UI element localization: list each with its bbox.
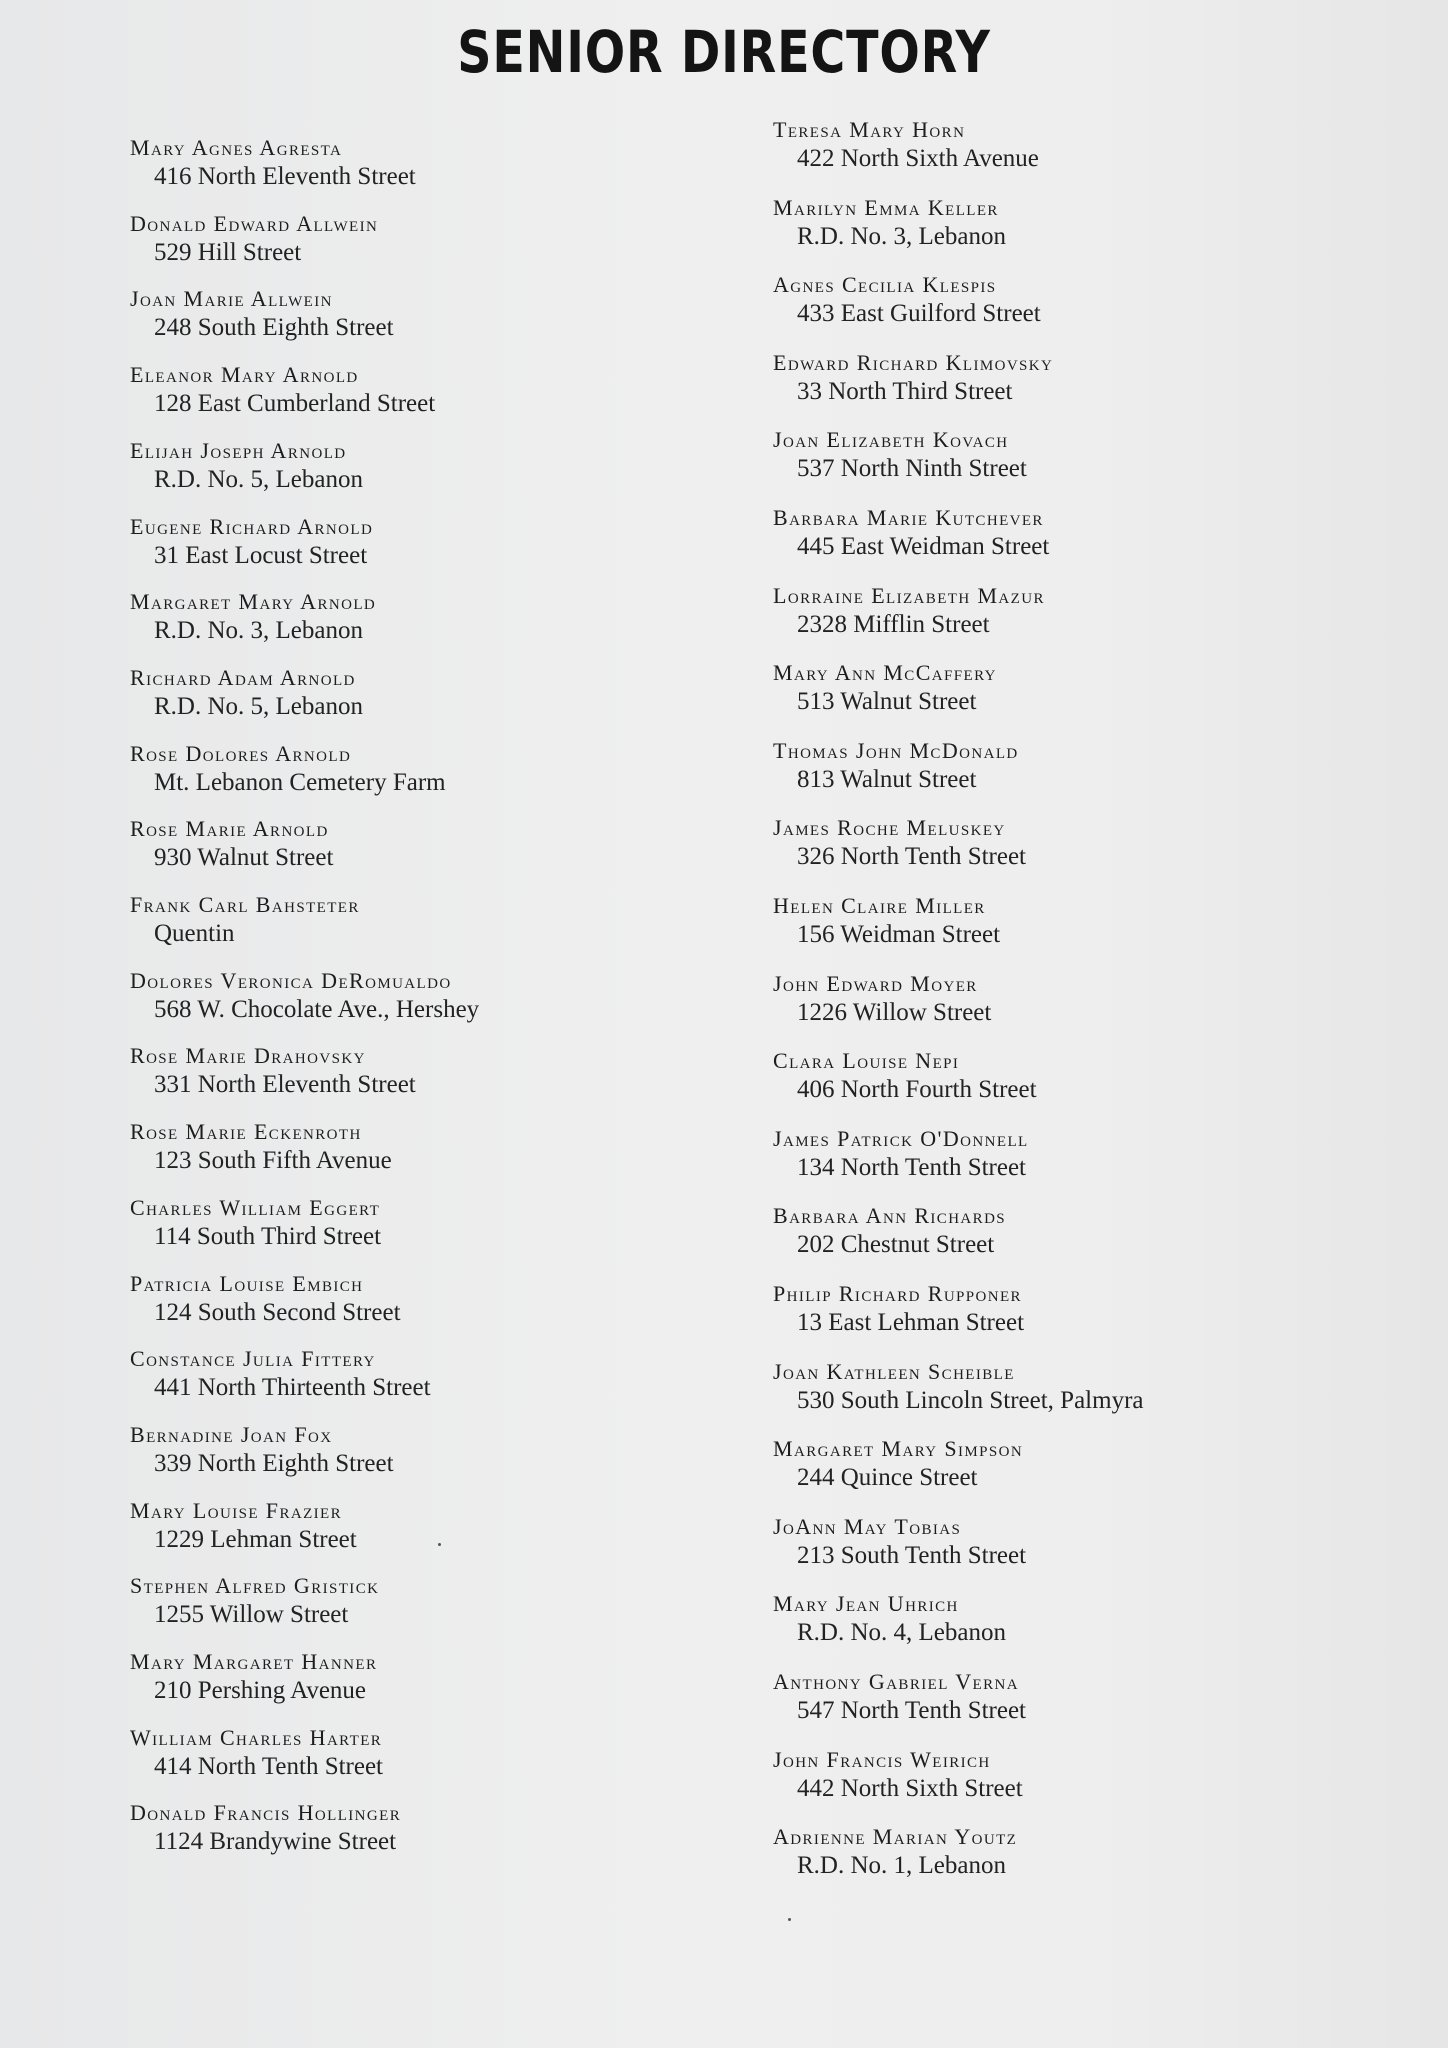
directory-entry <box>773 1047 1037 1105</box>
student-name: Donald Edward Allwein <box>130 210 379 236</box>
directory-entry <box>773 271 1041 329</box>
directory-entry <box>773 194 1006 252</box>
directory-entry <box>130 437 363 495</box>
directory-entry <box>130 1118 392 1176</box>
student-address: 2328 Mifflin Street <box>797 610 990 638</box>
student-address: 123 South Fifth Avenue <box>154 1147 392 1175</box>
student-address: 31 East Locust Street <box>154 541 368 569</box>
student-name: Mary Margaret Hanner <box>130 1649 378 1674</box>
student-name: JoAnn May Tobias <box>773 1513 962 1539</box>
student-name: Richard Adam Arnold <box>130 664 356 690</box>
student-address: 213 South Tenth Street <box>797 1541 1027 1569</box>
directory-entry <box>130 740 446 798</box>
student-address: 326 North Tenth Street <box>797 843 1027 871</box>
student-name: Rose Marie Arnold <box>130 816 329 842</box>
student-address: 1255 Willow Street <box>154 1601 349 1629</box>
directory-entry <box>773 1590 1006 1648</box>
student-address: 445 East Weidman Street <box>797 533 1050 560</box>
directory-entry <box>130 664 363 722</box>
student-name: Charles William Eggert <box>130 1194 381 1220</box>
student-address: 530 South Lincoln Street, Palmyra <box>797 1386 1144 1414</box>
student-address: 210 Pershing Avenue <box>154 1677 367 1704</box>
student-address: 537 North Ninth Street <box>797 455 1027 483</box>
student-name: Teresa Mary Horn <box>773 117 966 142</box>
student-name: John Edward Moyer <box>773 970 978 996</box>
student-address: R.D. No. 4, Lebanon <box>797 1619 1006 1647</box>
directory-entry <box>130 1572 379 1630</box>
directory-entry <box>773 1823 1017 1881</box>
student-address: 331 North Eleventh Street <box>154 1071 416 1099</box>
student-address: 529 Hill Street <box>154 238 302 266</box>
student-address: 513 Walnut Street <box>797 688 977 716</box>
student-name: Edward Richard Klimovsky <box>773 349 1054 375</box>
student-name: Philip Richard Rupponer <box>773 1281 1022 1306</box>
student-address: 248 South Eighth Street <box>154 314 394 342</box>
student-address: 930 Walnut Street <box>154 844 334 872</box>
directory-entry <box>130 210 378 268</box>
student-address: 442 North Sixth Street <box>797 1774 1023 1802</box>
directory-entry <box>773 426 1027 484</box>
student-address: 416 North Eleventh Street <box>154 163 416 190</box>
student-name: Joan Elizabeth Kovach <box>773 427 1009 453</box>
student-address: R.D. No. 1, Lebanon <box>797 1852 1006 1880</box>
student-address: 406 North Fourth Street <box>797 1076 1037 1104</box>
student-name: Barbara Marie Kutchever <box>773 505 1044 530</box>
student-name: Bernadine Joan Fox <box>130 1421 333 1447</box>
student-name: Margaret Mary Simpson <box>773 1436 1024 1462</box>
student-name: Constance Julia Fittery <box>130 1346 376 1372</box>
student-name: Mary Ann McCaffery <box>773 660 997 686</box>
student-address: 114 South Third Street <box>154 1222 382 1250</box>
directory-entry <box>773 1280 1024 1338</box>
directory-entry <box>773 1746 1023 1804</box>
student-address: 441 North Thirteenth Street <box>154 1374 431 1402</box>
directory-entry <box>130 1497 357 1555</box>
student-address: Quentin <box>154 920 235 947</box>
student-name: Marilyn Emma Keller <box>773 194 999 220</box>
directory-entry <box>773 1125 1029 1183</box>
student-address: 134 North Tenth Street <box>797 1153 1027 1181</box>
paper-speck <box>788 1918 791 1921</box>
directory-entry <box>130 1042 416 1100</box>
directory-entry <box>773 1668 1026 1726</box>
directory-entry <box>130 1270 401 1328</box>
student-name: Barbara Ann Richards <box>773 1203 1007 1229</box>
directory-entry <box>773 582 1045 640</box>
student-name: Patricia Louise Embich <box>130 1270 364 1296</box>
student-name: James Roche Meluskey <box>773 815 1006 841</box>
student-name: Joan Marie Allwein <box>130 286 333 312</box>
directory-entry <box>130 1194 381 1252</box>
student-address: R.D. No. 5, Lebanon <box>154 465 363 493</box>
student-address: 156 Weidman Street <box>797 921 1001 948</box>
directory-entry <box>773 659 997 717</box>
directory-entry <box>130 588 376 646</box>
student-address: 128 East Cumberland Street <box>154 390 436 418</box>
directory-entry <box>773 1435 1023 1493</box>
student-address: 422 North Sixth Avenue <box>797 145 1039 172</box>
student-address: 568 W. Chocolate Ave., Hershey <box>154 995 480 1023</box>
student-address: 202 Chestnut Street <box>797 1231 995 1259</box>
student-address: 339 North Eighth Street <box>154 1449 394 1477</box>
student-name: William Charles Harter <box>130 1724 383 1750</box>
directory-entry <box>130 285 394 343</box>
student-address: 244 Quince Street <box>797 1464 978 1492</box>
student-address: R.D. No. 3, Lebanon <box>797 222 1006 250</box>
directory-entry <box>130 1421 394 1479</box>
student-name: Agnes Cecilia Klespis <box>773 272 997 298</box>
student-name: Anthony Gabriel Verna <box>773 1669 1019 1694</box>
student-name: Rose Marie Eckenroth <box>130 1119 362 1145</box>
student-name: Joan Kathleen Scheible <box>773 1358 1015 1384</box>
directory-entry <box>773 737 1019 795</box>
directory-entry <box>130 891 360 949</box>
directory-entry <box>773 1202 1006 1260</box>
directory-entry <box>130 134 416 192</box>
student-name: Dolores Veronica DeRomualdo <box>130 967 452 993</box>
student-name: Margaret Mary Arnold <box>130 589 377 615</box>
student-address: 1229 Lehman Street <box>154 1525 357 1553</box>
directory-entry <box>130 1724 383 1782</box>
student-name: Helen Claire Miller <box>773 893 986 918</box>
student-name: Mary Jean Uhrich <box>773 1591 959 1617</box>
directory-entry <box>773 814 1026 872</box>
student-address: 1124 Brandywine Street <box>154 1828 397 1856</box>
directory-entry <box>130 1345 431 1403</box>
student-address: 813 Walnut Street <box>797 765 977 793</box>
student-name: Lorraine Elizabeth Mazur <box>773 582 1045 608</box>
directory-entry <box>130 967 479 1025</box>
student-name: Stephen Alfred Gristick <box>130 1573 380 1599</box>
directory-entry <box>130 1799 401 1857</box>
student-name: Frank Carl Bahsteter <box>130 892 360 917</box>
student-address: 1226 Willow Street <box>797 998 992 1026</box>
student-address: R.D. No. 5, Lebanon <box>154 692 363 720</box>
student-address: 124 South Second Street <box>154 1298 401 1326</box>
student-name: John Francis Weirich <box>773 1746 991 1772</box>
student-address: 414 North Tenth Street <box>154 1752 384 1780</box>
directory-entry <box>773 504 1049 562</box>
student-name: Eugene Richard Arnold <box>130 513 374 539</box>
student-name: Thomas John McDonald <box>773 737 1019 763</box>
student-name: Donald Francis Hollinger <box>130 1800 402 1826</box>
directory-entry <box>773 1358 1143 1416</box>
student-address: 13 East Lehman Street <box>797 1309 1025 1336</box>
student-name: Rose Dolores Arnold <box>130 740 352 766</box>
directory-entry <box>773 349 1053 407</box>
student-name: James Patrick O'Donnell <box>773 1125 1029 1151</box>
directory-entry <box>773 970 991 1028</box>
student-address: 547 North Tenth Street <box>797 1697 1027 1724</box>
student-name: Mary Agnes Agresta <box>130 135 343 160</box>
student-name: Clara Louise Nepi <box>773 1048 960 1074</box>
student-address: Mt. Lebanon Cemetery Farm <box>154 768 446 796</box>
directory-entry <box>773 892 1000 950</box>
student-address: R.D. No. 3, Lebanon <box>154 617 363 645</box>
student-name: Rose Marie Drahovsky <box>130 1043 366 1069</box>
student-name: Elijah Joseph Arnold <box>130 437 347 463</box>
student-name: Mary Louise Frazier <box>130 1497 343 1523</box>
directory-entry <box>773 1513 1026 1571</box>
directory-entry <box>130 513 373 571</box>
directory-entry <box>130 1648 377 1706</box>
student-address: 33 North Third Street <box>797 377 1013 405</box>
directory-entry <box>130 361 435 419</box>
directory-entry <box>773 116 1039 174</box>
student-name: Adrienne Marian Youtz <box>773 1824 1018 1850</box>
student-name: Eleanor Mary Arnold <box>130 362 359 388</box>
student-address: 433 East Guilford Street <box>797 300 1041 328</box>
directory-entry <box>130 815 333 873</box>
paper-speck <box>438 1543 441 1546</box>
page-title: SENIOR DIRECTORY <box>457 18 991 86</box>
